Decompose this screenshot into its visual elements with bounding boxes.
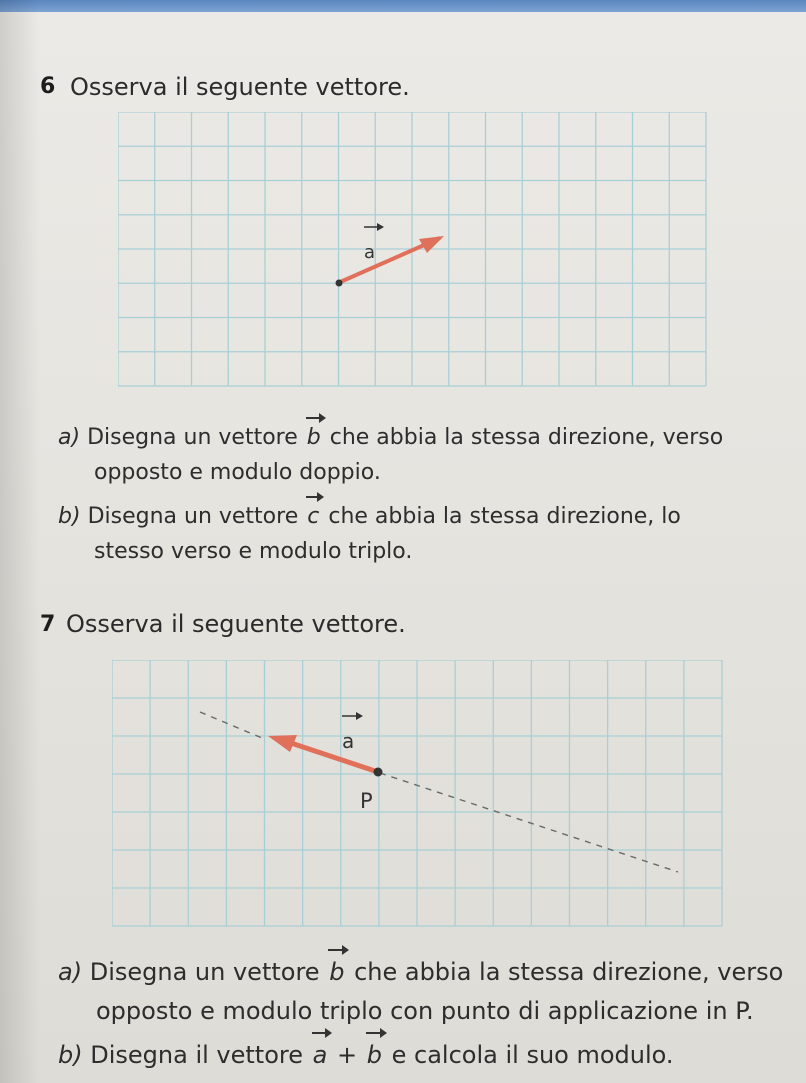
item-text: Disegna un vettore <box>87 504 299 529</box>
item-7a-line2: opposto e modulo triplo con punto di applicazione in P. <box>96 997 754 1025</box>
point-p-label: P <box>360 789 373 813</box>
vector-symbol: b <box>327 953 346 991</box>
vector-a-label: a <box>364 242 376 263</box>
item-6a-line2: opposto e modulo doppio. <box>94 460 381 485</box>
item-text: Disegna il vettore <box>90 1041 303 1069</box>
item-6b <box>58 500 681 534</box>
item-6b-line2: stesso verso e modulo triplo. <box>94 539 413 564</box>
item-7a <box>58 953 783 991</box>
page-top-band <box>0 0 806 12</box>
grid-6 <box>118 112 708 388</box>
vector-a-label: a <box>342 729 355 753</box>
vector-a-arrowhead <box>419 236 444 253</box>
vector-symbol: b <box>305 421 323 455</box>
exercise-title: Osserva il seguente vettore. <box>70 73 410 101</box>
exercise-number: 7 <box>40 612 56 637</box>
item-7b <box>58 1036 674 1074</box>
item-letter: b) <box>58 504 81 529</box>
item-letter: a) <box>58 958 83 986</box>
item-letter: a) <box>58 425 81 450</box>
vector-symbol: c <box>305 500 321 534</box>
item-text: e calcola il suo modulo. <box>391 1041 674 1069</box>
point-p <box>374 768 383 777</box>
vector-a-arrowhead <box>268 735 297 752</box>
vector-symbol: a <box>311 1036 330 1074</box>
item-text: che abbia la stessa direzione, verso <box>329 425 724 450</box>
item-text: Disegna un vettore <box>87 425 298 450</box>
item-6a <box>58 421 723 455</box>
page-shadow <box>0 0 40 1083</box>
vector-a-line <box>282 740 378 772</box>
exercise-title: Osserva il seguente vettore. <box>66 610 406 638</box>
direction-line <box>200 712 262 738</box>
exercise-number: 6 <box>40 74 56 99</box>
item-text: Disegna un vettore <box>89 958 320 986</box>
operator: + <box>337 1041 358 1069</box>
vector-symbol: b <box>365 1036 384 1074</box>
item-text: che abbia la stessa direzione, verso <box>354 958 784 986</box>
direction-line <box>380 773 678 872</box>
vector-a-origin <box>336 280 343 287</box>
grid-7 <box>112 660 724 928</box>
item-letter: b) <box>58 1041 83 1069</box>
item-text: che abbia la stessa direzione, lo <box>328 504 681 529</box>
